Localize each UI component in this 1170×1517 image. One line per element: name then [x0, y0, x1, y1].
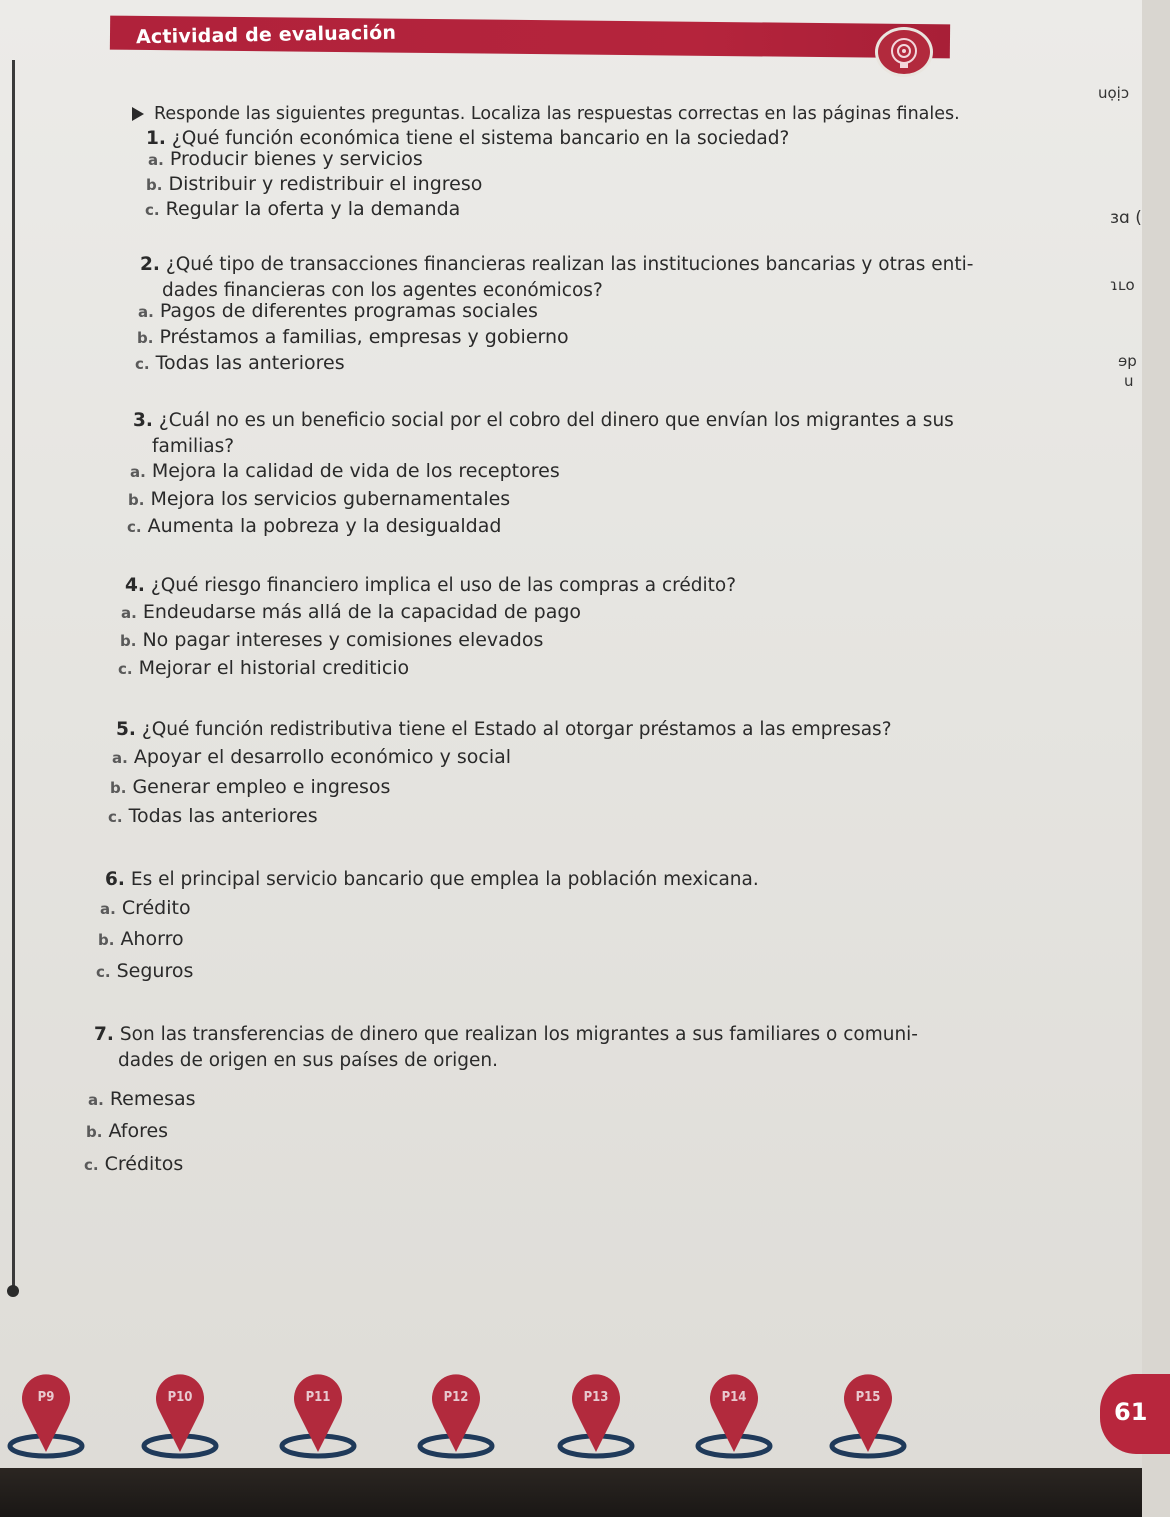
option-6b[interactable] [98, 928, 184, 950]
question-number: 4. [125, 575, 145, 596]
option-letter: b. [120, 632, 137, 650]
option-1b[interactable] [146, 173, 482, 195]
pin-label: P13 [583, 1390, 609, 1405]
option-letter: c. [145, 201, 160, 219]
option-letter: c. [135, 355, 150, 373]
pin-label: P10 [167, 1390, 193, 1405]
option-letter: c. [108, 808, 123, 826]
option-7a[interactable] [88, 1088, 196, 1110]
question-text: Es el principal servicio bancario que emplea la población mexicana. [130, 869, 759, 890]
map-pin-icon[interactable] [694, 1380, 774, 1460]
option-letter: b. [128, 491, 145, 509]
map-pin-icon[interactable] [828, 1380, 908, 1460]
emblem-icon [878, 30, 930, 74]
option-5c[interactable] [108, 805, 318, 827]
option-letter: c. [96, 963, 111, 981]
option-5b[interactable] [110, 776, 390, 798]
option-letter: b. [110, 779, 127, 797]
option-text: No pagar intereses y comisiones elevados [142, 629, 544, 651]
option-letter: b. [146, 176, 163, 194]
pin-label: P12 [443, 1390, 469, 1405]
option-text: Regular la oferta y la demanda [165, 198, 461, 220]
option-text: Distribuir y redistribuir el ingreso [168, 173, 483, 195]
map-pin-icon[interactable] [278, 1380, 358, 1460]
question-number: 5. [116, 719, 136, 740]
option-letter: a. [121, 604, 137, 622]
option-4b[interactable] [120, 629, 543, 651]
option-4a[interactable] [121, 601, 581, 623]
option-text: Aumenta la pobreza y la desigualdad [147, 515, 502, 537]
option-7b[interactable] [86, 1120, 168, 1142]
pin-label: P14 [721, 1390, 747, 1405]
question-4 [125, 573, 736, 599]
option-text: Ahorro [120, 928, 184, 950]
table-surface [0, 1468, 1142, 1517]
option-letter: b. [86, 1123, 103, 1141]
instruction [132, 104, 960, 124]
pin-label: P9 [37, 1390, 55, 1405]
question-2 [140, 252, 973, 304]
option-4c[interactable] [118, 657, 409, 679]
left-margin-rule [12, 60, 15, 1290]
pin-label: P11 [305, 1390, 331, 1405]
question-text: ¿Qué función redistributiva tiene el Estado al otorgar préstamos a las empresas? [141, 719, 892, 740]
map-pin-icon[interactable] [140, 1380, 220, 1460]
question-number: 7. [94, 1024, 114, 1045]
option-text: Producir bienes y servicios [169, 148, 423, 170]
option-letter: a. [88, 1091, 104, 1109]
option-text: Pagos de diferentes programas sociales [159, 300, 538, 322]
question-number: 3. [133, 410, 153, 431]
map-pin-icon[interactable] [556, 1380, 636, 1460]
option-letter: a. [112, 749, 128, 767]
option-text: Endeudarse más allá de la capacidad de pago [142, 601, 582, 623]
page-title: Actividad de evaluación [135, 21, 397, 49]
option-text: Créditos [104, 1153, 184, 1175]
option-5a[interactable] [112, 746, 511, 768]
option-letter: a. [148, 151, 164, 169]
option-text: Préstamos a familias, empresas y gobierno [159, 326, 569, 348]
option-letter: a. [100, 900, 116, 918]
arrow-right-icon [132, 107, 144, 121]
question-text: Son las transferencias de dinero que realizan los migrantes a sus familiares o comuni- [119, 1024, 918, 1045]
question-text: ¿Cuál no es un beneficio social por el cobro del dinero que envían los migrantes a sus [158, 410, 954, 431]
map-pin-icon[interactable] [416, 1380, 496, 1460]
option-text: Todas las anteriores [128, 805, 318, 827]
option-text: Crédito [121, 897, 191, 919]
map-pin-icon[interactable] [6, 1380, 86, 1460]
option-2b[interactable] [137, 326, 569, 348]
option-letter: a. [138, 303, 154, 321]
option-text: Apoyar el desarrollo económico y social [133, 746, 512, 768]
option-1c[interactable] [145, 198, 460, 220]
option-2a[interactable] [138, 300, 538, 322]
option-text: Mejorar el historial crediticio [138, 657, 410, 679]
question-text-continued: dades de origen en sus países de origen. [118, 1050, 498, 1071]
option-7c[interactable] [84, 1153, 183, 1175]
option-letter: c. [118, 660, 133, 678]
pin-row [0, 1380, 1142, 1470]
option-6c[interactable] [96, 960, 193, 982]
page-number-badge [1100, 1374, 1170, 1454]
question-6 [105, 867, 759, 893]
option-text: Mejora los servicios gubernamentales [150, 488, 511, 510]
question-3 [133, 408, 954, 460]
pin-label: P15 [855, 1390, 881, 1405]
question-text: ¿Qué tipo de transacciones financieras realizan las instituciones bancarias y otras enti- [165, 254, 974, 275]
question-text: ¿Qué función económica tiene el sistema bancario en la sociedad? [171, 128, 790, 149]
left-margin-dot [7, 1285, 19, 1297]
option-text: Mejora la calidad de vida de los receptores [151, 460, 560, 482]
margin-fragment: u [1124, 372, 1134, 390]
option-text: Remesas [109, 1088, 196, 1110]
option-text: Todas las anteriores [155, 352, 345, 374]
question-number: 6. [105, 869, 125, 890]
question-text: ¿Qué riesgo financiero implica el uso de las compras a crédito? [150, 575, 737, 596]
option-letter: a. [130, 463, 146, 481]
question-number: 2. [140, 254, 160, 275]
option-letter: c. [84, 1156, 99, 1174]
option-text: Generar empleo e ingresos [132, 776, 391, 798]
question-text-continued: dades financieras con los agentes económicos? [162, 280, 603, 301]
option-3a[interactable] [130, 460, 560, 482]
option-6a[interactable] [100, 897, 191, 919]
question-7 [94, 1022, 918, 1074]
margin-fragment: ɿʟo [1110, 276, 1135, 294]
question-5 [116, 717, 892, 743]
option-text: Afores [108, 1120, 169, 1142]
option-2c[interactable] [135, 352, 345, 374]
option-letter: c. [127, 518, 142, 536]
margin-fragment: ɜɑ ( [1110, 208, 1142, 228]
option-3b[interactable] [128, 488, 510, 510]
question-number: 1. [146, 128, 166, 149]
option-1a[interactable] [148, 148, 423, 170]
page-number: 61 [1114, 1398, 1148, 1426]
option-text: Seguros [116, 960, 194, 982]
question-text-continued: familias? [152, 436, 235, 457]
margin-fragment: ɘp [1118, 352, 1137, 370]
option-letter: b. [137, 329, 154, 347]
instruction-text: Responde las siguientes preguntas. Localiza las respuestas correctas en las páginas finales. [154, 104, 960, 124]
option-letter: b. [98, 931, 115, 949]
margin-fragment: uọịɔ [1098, 84, 1130, 102]
option-3c[interactable] [127, 515, 501, 537]
